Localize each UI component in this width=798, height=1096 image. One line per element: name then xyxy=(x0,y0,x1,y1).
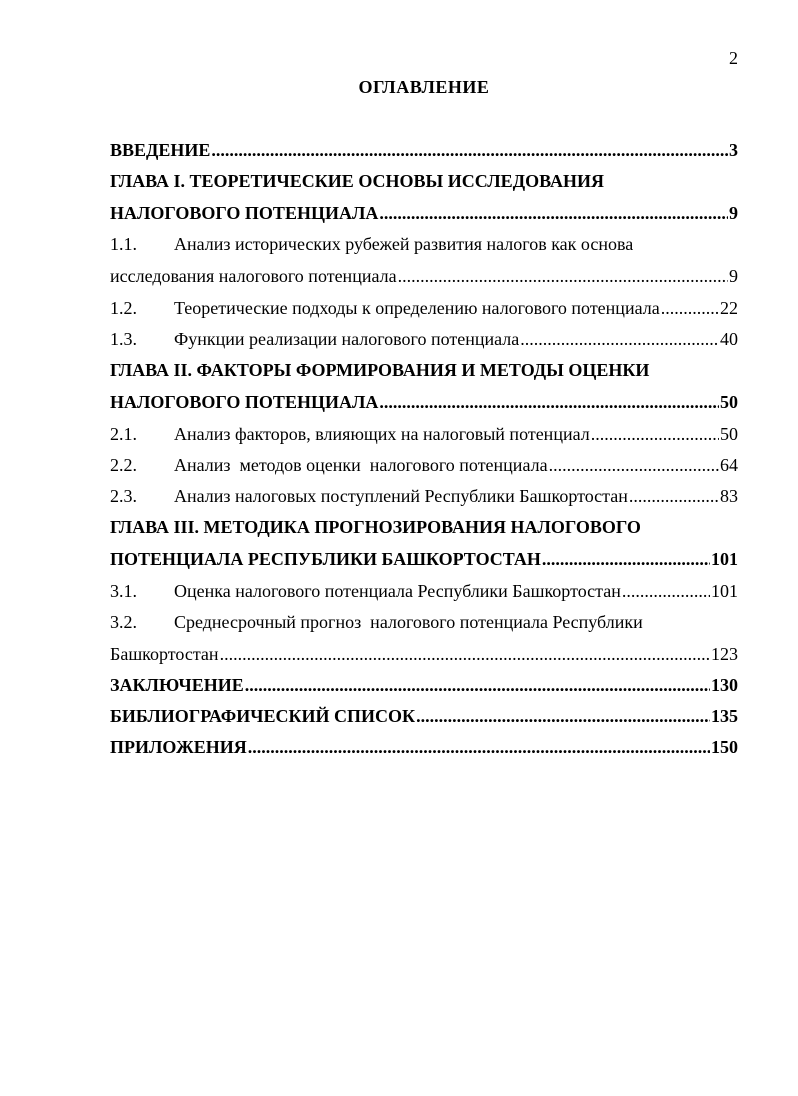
toc-entry-chapter-1-title-cont[interactable] xyxy=(110,200,738,226)
toc-entry-page: 40 xyxy=(720,329,738,349)
toc-entry-text: Функции реализации налогового потенциала xyxy=(174,329,520,349)
toc-entry-page: 3 xyxy=(729,140,738,160)
toc-entry-text: Анализ налоговых поступлений Республики Башкортостан xyxy=(174,486,628,506)
toc-entry-introduction[interactable] xyxy=(110,137,738,163)
toc-entry-page: 9 xyxy=(729,266,738,286)
toc-entry-page: 123 xyxy=(711,644,738,664)
toc-entry-section-1-1[interactable] xyxy=(110,231,738,257)
toc-entry-text: Анализ методов оценки налогового потенциала xyxy=(174,455,548,475)
leader-dots xyxy=(416,703,710,729)
toc-entry-number: 1.1. xyxy=(110,234,137,254)
leader-dots xyxy=(520,326,719,352)
toc-entry-page: 22 xyxy=(720,298,738,318)
leader-dots xyxy=(379,200,728,226)
toc-entry-section-1-2[interactable] xyxy=(110,295,738,321)
toc-entry-page: 83 xyxy=(720,486,738,506)
leader-dots xyxy=(398,263,728,289)
toc-entry-number: 3.2. xyxy=(110,612,137,632)
toc-entry-text: Анализ исторических рубежей развития налогов как основа xyxy=(174,234,634,254)
toc-entry-text: Теоретические подходы к определению налогового потенциала xyxy=(174,298,660,318)
toc-entry-chapter-3-title-cont[interactable] xyxy=(110,546,738,572)
leader-dots xyxy=(549,452,719,478)
leader-dots xyxy=(220,641,710,667)
toc-entry-chapter-3-title[interactable] xyxy=(110,514,738,540)
toc-entry-page: 130 xyxy=(711,675,738,695)
toc-entry-section-2-1[interactable] xyxy=(110,421,738,447)
toc-entry-page: 50 xyxy=(720,424,738,444)
toc-entry-section-3-2-cont[interactable] xyxy=(110,641,738,667)
leader-dots xyxy=(629,483,719,509)
toc-entry-conclusion[interactable] xyxy=(110,672,738,698)
toc-entry-number: 1.3. xyxy=(110,329,137,349)
toc-entry-number: 2.1. xyxy=(110,424,137,444)
toc-entry-text: Среднесрочный прогноз налогового потенциала Республики xyxy=(174,612,643,632)
toc-entry-text: Оценка налогового потенциала Республики Башкортостан xyxy=(174,581,621,601)
leader-dots xyxy=(542,546,710,572)
toc-entry-number: 2.2. xyxy=(110,455,137,475)
toc-entry-text: ГЛАВА II. ФАКТОРЫ ФОРМИРОВАНИЯ И МЕТОДЫ ОЦЕНКИ xyxy=(110,360,650,380)
toc-entry-chapter-1-title[interactable] xyxy=(110,168,738,194)
toc-entry-text: ГЛАВА III. МЕТОДИКА ПРОГНОЗИРОВАНИЯ НАЛОГОВОГО xyxy=(110,517,641,537)
toc-entry-text: ЗАКЛЮЧЕНИЕ xyxy=(110,675,244,695)
toc-entry-text: Анализ факторов, влияющих на налоговый потенциал xyxy=(174,424,590,444)
toc-entry-number: 2.3. xyxy=(110,486,137,506)
leader-dots xyxy=(379,389,719,415)
leader-dots xyxy=(661,295,719,321)
toc-entry-chapter-2-title-cont[interactable] xyxy=(110,389,738,415)
toc-entry-page: 150 xyxy=(711,737,738,757)
toc-entry-text: БИБЛИОГРАФИЧЕСКИЙ СПИСОК xyxy=(110,706,416,726)
toc-entry-section-1-1-cont[interactable] xyxy=(110,263,738,289)
toc-entry-text: НАЛОГОВОГО ПОТЕНЦИАЛА xyxy=(110,392,379,412)
page-number: 2 xyxy=(729,48,738,68)
toc-entry-section-1-3[interactable] xyxy=(110,326,738,352)
toc-entry-section-2-3[interactable] xyxy=(110,483,738,509)
toc-entry-text: ПРИЛОЖЕНИЯ xyxy=(110,737,247,757)
toc-entry-text: НАЛОГОВОГО ПОТЕНЦИАЛА xyxy=(110,203,379,223)
toc-entry-text: ПОТЕНЦИАЛА РЕСПУБЛИКИ БАШКОРТОСТАН xyxy=(110,549,541,569)
toc-entry-section-2-2[interactable] xyxy=(110,452,738,478)
toc-entry-page: 135 xyxy=(711,706,738,726)
toc-entry-text: Башкортостан xyxy=(110,644,219,664)
leader-dots xyxy=(248,734,710,760)
toc-entry-section-3-2[interactable] xyxy=(110,609,738,635)
toc-entry-text: ВВЕДЕНИЕ xyxy=(110,140,211,160)
leader-dots xyxy=(245,672,710,698)
toc-entry-page: 101 xyxy=(711,549,738,569)
toc-entry-section-3-1[interactable] xyxy=(110,578,738,604)
toc-entry-appendices[interactable] xyxy=(110,734,738,760)
leader-dots xyxy=(622,578,710,604)
toc-entry-page: 9 xyxy=(729,203,738,223)
toc-entry-text: исследования налогового потенциала xyxy=(110,266,397,286)
toc-entry-bibliography[interactable] xyxy=(110,703,738,729)
toc-entry-text: ГЛАВА I. ТЕОРЕТИЧЕСКИЕ ОСНОВЫ ИССЛЕДОВАНИЯ xyxy=(110,171,604,191)
toc-entry-page: 64 xyxy=(720,455,738,475)
toc-entry-chapter-2-title[interactable] xyxy=(110,357,738,383)
toc-entry-number: 3.1. xyxy=(110,581,137,601)
toc-title: ОГЛАВЛЕНИЕ xyxy=(358,77,490,97)
toc-entry-page: 50 xyxy=(720,392,738,412)
toc-entry-number: 1.2. xyxy=(110,298,137,318)
leader-dots xyxy=(591,421,719,447)
leader-dots xyxy=(211,137,728,163)
toc-entry-page: 101 xyxy=(711,581,738,601)
